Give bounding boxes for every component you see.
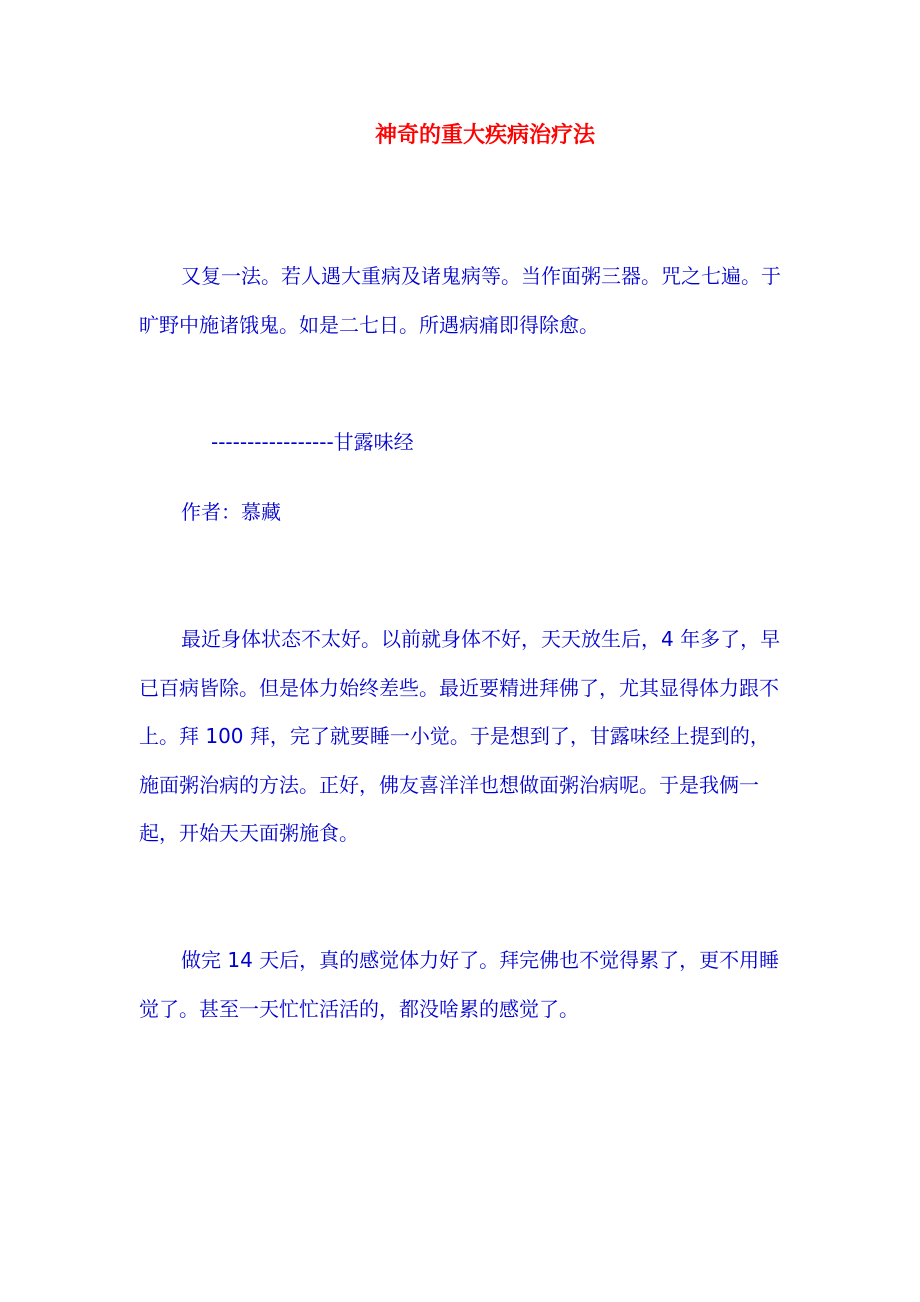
paragraph-experience: 最近身体状态不太好。以前就身体不好，天天放生后，4 年多了，早已百病皆除。但是体力始终差些。最近要精进拜佛了，尤其显得体力跟不上。拜 100 拜，完了就要睡一小觉。于是想到了，甘露味经上提到的，施面粥治病的方法。正好，佛友喜洋洋也想做面粥治病呢。于是我俩一起，开始天天面粥施食。 <box>139 627 781 845</box>
paragraph-result: 做完 14 天后，真的感觉体力好了。拜完佛也不觉得累了，更不用睡觉了。甚至一天忙忙活活的，都没啥累的感觉了。 <box>139 948 780 1021</box>
paragraph-scripture-quote: 又复一法。若人遇大重病及诸鬼病等。当作面粥三器。咒之七遍。于旷野中施诸饿鬼。如是二七日。所遇病痛即得除愈。 <box>139 264 781 337</box>
document-title: 神奇的重大疾病治疗法 <box>374 123 595 148</box>
scripture-source-line: -----------------甘露味经 <box>211 430 414 454</box>
author-line: 作者：慕藏 <box>181 500 281 524</box>
